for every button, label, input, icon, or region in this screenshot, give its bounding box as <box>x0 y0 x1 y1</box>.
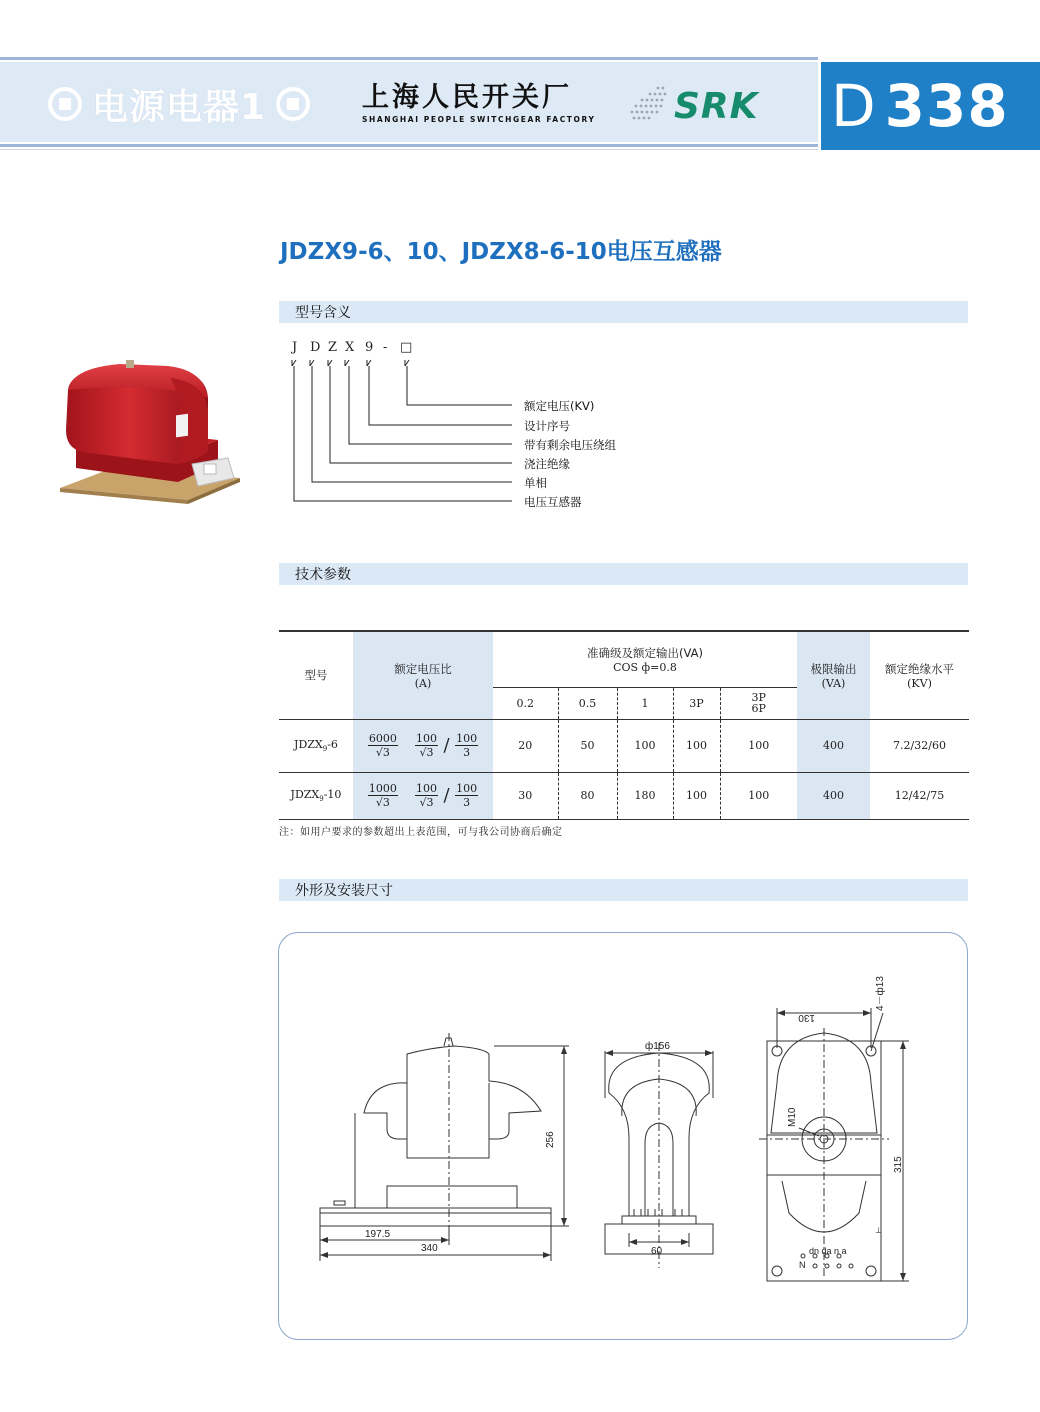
side-terminals <box>634 1209 682 1216</box>
section-title: 外形及安装尺寸 <box>295 883 393 899</box>
cell-value: 30 <box>493 772 558 819</box>
header-rule-top <box>0 57 818 60</box>
model-letter: D <box>310 340 321 355</box>
cell-value: 100 <box>720 719 797 772</box>
factory-logo <box>362 82 602 124</box>
dim-label: 197.5 <box>365 1229 391 1240</box>
dim-label: 315 <box>893 1156 904 1173</box>
fraction-den <box>415 796 438 809</box>
section-title: 技术参数 <box>295 567 351 583</box>
page-title: JDZX9-6、10、JDZX8-6-10电压互感器 <box>280 239 722 265</box>
th-limit-unit: (VA) <box>821 676 846 690</box>
th-ratio-unit: (A) <box>414 676 432 690</box>
header-category <box>48 80 310 128</box>
fraction-num: 100 <box>456 782 478 795</box>
page-number-block <box>818 62 1040 150</box>
th-insulation <box>870 631 969 719</box>
product-photo <box>58 360 248 505</box>
th-accuracy-label: 准确级及额定输出(VA) <box>587 645 703 660</box>
cell-value: 20 <box>493 719 558 772</box>
cell-limit: 400 <box>797 772 870 819</box>
dimension-drawing <box>278 932 968 1340</box>
fraction-num: 100 <box>456 732 478 745</box>
dim-label: M10 <box>787 1107 798 1127</box>
factory-name-cn: 上海人民开关厂 <box>362 82 572 113</box>
model-label: 单相 <box>524 476 547 490</box>
front-view <box>320 1033 569 1261</box>
square-circle-icon <box>48 87 82 121</box>
fraction-den <box>368 746 398 759</box>
cell-value: 80 <box>558 772 617 819</box>
model-sub: 9 <box>319 795 324 804</box>
model-label: 电压互感器 <box>524 495 582 509</box>
header-rule-bottom-thin <box>0 149 818 150</box>
fraction <box>455 732 478 759</box>
model-letter: - <box>383 340 388 355</box>
th-class: 3P <box>751 691 766 704</box>
cell-value: 100 <box>673 772 720 819</box>
th-class: 0.2 <box>493 687 558 719</box>
page-prefix: D <box>831 72 877 140</box>
terminal-n-label: N <box>799 1260 806 1270</box>
fraction-num: 1000 <box>368 782 397 795</box>
fraction-den <box>415 746 438 759</box>
category-label: 电源电器1 <box>92 86 267 128</box>
sqrt-value: 3 <box>426 746 434 759</box>
dot-pattern-icon <box>628 84 668 124</box>
th-class: 0.5 <box>558 687 617 719</box>
model-letter: X <box>345 340 355 355</box>
th-limit-label: 极限输出 <box>810 661 857 676</box>
fraction <box>415 782 438 809</box>
dim-label: 256 <box>545 1131 556 1148</box>
cell-model <box>279 772 353 819</box>
fraction-num: 100 <box>416 732 437 745</box>
dim-label: 340 <box>421 1243 438 1254</box>
fraction-den <box>368 796 398 809</box>
technical-drawing <box>279 933 969 1341</box>
sqrt-symbol: √ <box>419 796 427 809</box>
section-title: 型号含义 <box>295 305 351 321</box>
sqrt-value: 3 <box>382 746 390 759</box>
th-accuracy <box>493 631 797 687</box>
th-class: 1 <box>617 687 673 719</box>
model-base: JDZX <box>294 737 323 751</box>
cell-model <box>279 719 353 772</box>
cell-value: 100 <box>720 772 797 819</box>
th-ratio-label: 额定电压比 <box>394 661 452 676</box>
section-dimensions <box>279 879 968 901</box>
cell-ratio: $\frac{1000}{√3}$ $\frac{100}{√3}$ / $\frac{100}{3}$ <box>353 772 493 819</box>
model-letter: □ <box>400 340 413 355</box>
top-view <box>759 1008 909 1281</box>
sqrt-symbol: √ <box>375 746 383 759</box>
cell-limit: 400 <box>797 719 870 772</box>
sqrt-value: 3 <box>382 796 390 809</box>
square-circle-icon <box>276 87 310 121</box>
fraction-num: 6000 <box>368 732 397 745</box>
sqrt-value: 3 <box>426 796 434 809</box>
cell-value: 100 <box>617 719 673 772</box>
model-sub: 9 <box>322 745 328 754</box>
th-insulation-label: 额定绝缘水平 <box>885 661 954 676</box>
fraction-den: 3 <box>463 746 471 759</box>
dim-label: 4－ф13 <box>875 976 886 1011</box>
model-label: 设计序号 <box>524 419 570 433</box>
th-cos: COS ф=0.8 <box>613 660 677 674</box>
fraction <box>415 732 438 759</box>
page-number: 338 <box>884 72 1009 140</box>
model-label: 带有剩余电压绕组 <box>524 438 616 452</box>
model-label: 额定电压(KV) <box>524 399 595 413</box>
th-class: 6P <box>751 702 766 715</box>
side-view <box>605 1043 713 1268</box>
header-rule-bottom <box>0 144 818 147</box>
sqrt-symbol: √ <box>375 796 383 809</box>
th-limit <box>797 631 870 719</box>
model-code-leader-lines <box>290 342 530 512</box>
model-letter: 9 <box>365 340 374 355</box>
model-letter: J <box>292 340 298 355</box>
table-note: 注：如用户要求的参数超出上表范围，可与我公司协商后确定 <box>279 827 563 838</box>
dim-label: ф156 <box>645 1041 670 1052</box>
table-row <box>279 772 969 819</box>
section-tech-params <box>279 563 968 585</box>
model-suffix: -6 <box>327 737 338 751</box>
th-ratio <box>353 631 493 719</box>
th-class: 3P <box>673 687 720 719</box>
dim-label: 130 <box>798 1012 815 1023</box>
cell-insulation: 7.2/32/60 <box>870 719 969 772</box>
table-row <box>279 719 969 772</box>
dim-label: 60 <box>651 1246 663 1257</box>
model-letter: Z <box>328 340 338 355</box>
cell-value: 180 <box>617 772 673 819</box>
cell-ratio: $\frac{6000}{√3}$ $\frac{100}{√3}$ / $\frac{100}{3}$ <box>353 719 493 772</box>
factory-name-en: SHANGHAI PEOPLE SWITCHGEAR FACTORY <box>362 115 596 124</box>
sqrt-symbol: √ <box>419 746 427 759</box>
fraction-den: 3 <box>463 796 471 809</box>
fraction-num: 100 <box>416 782 437 795</box>
cell-value: 50 <box>558 719 617 772</box>
model-label: 浇注绝缘 <box>524 457 570 471</box>
brand-logo: SRK <box>674 86 759 127</box>
th-class-3p6p <box>720 687 797 719</box>
section-model-meaning <box>279 301 968 323</box>
spec-table <box>279 630 969 820</box>
model-base: JDZX <box>290 787 320 801</box>
ground-mark: ⊥ <box>875 1226 882 1235</box>
fraction <box>368 782 398 809</box>
terminal-labels: dn da n a <box>809 1246 847 1256</box>
fraction <box>368 732 398 759</box>
cell-insulation: 12/42/75 <box>870 772 969 819</box>
cell-value: 100 <box>673 719 720 772</box>
th-model: 型号 <box>279 631 353 719</box>
fraction <box>455 782 478 809</box>
th-insulation-unit: (KV) <box>907 676 932 690</box>
model-suffix: -10 <box>323 787 342 801</box>
